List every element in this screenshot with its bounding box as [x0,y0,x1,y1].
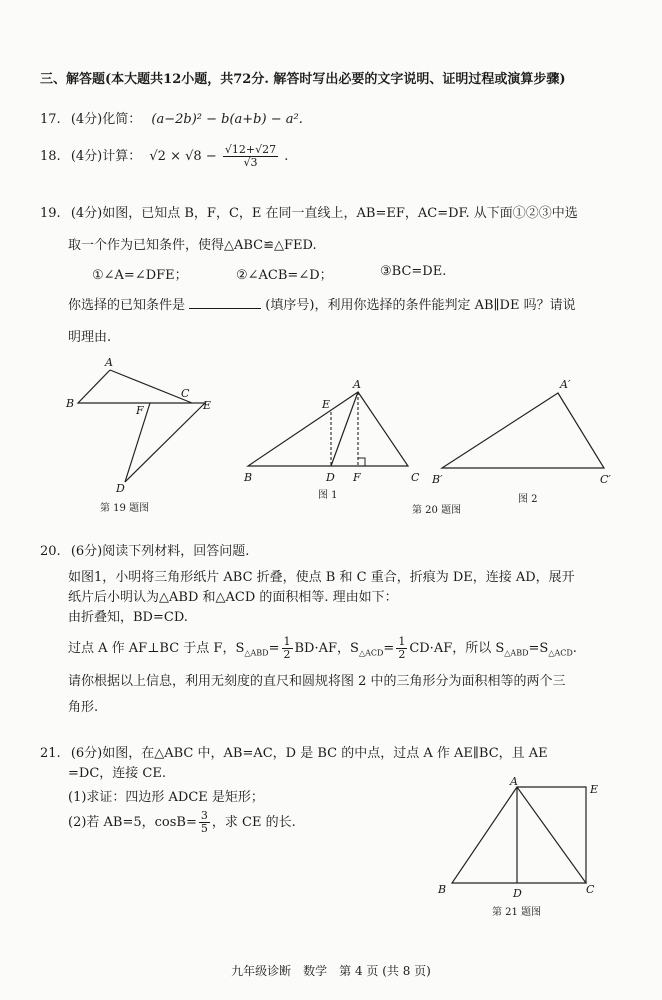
fig19-label-f: F [136,404,144,417]
fig21-caption: 第 21 题图 [492,907,542,918]
q20-p4f: = [383,641,395,656]
q20-half-2-num: 1 [398,635,406,648]
q18-fraction [223,144,278,169]
q21-sub-2 [68,810,296,835]
q19-option-2: ②∠ACB=∠D； [236,268,333,283]
fig20-figure2-caption: 图 2 [518,494,538,505]
q20-para-3: 由折叠知，BD=CD. [68,610,188,625]
fig21-label-d: D [513,887,522,900]
question-19-line1 [40,202,578,221]
fig19-label-b: B [66,397,75,410]
q21-number: 21. [40,746,61,761]
fig20-figure2 [431,378,611,505]
q20-heading: (6分)阅读下列材料，回答问题. [70,544,250,559]
fig20-figure1-caption: 图 1 [318,490,338,501]
fig19-caption: 第 19 题图 [100,503,150,514]
fig21-diagram [420,775,620,925]
q21-sub-2a: (2)若 AB=5，cosB= [68,815,197,830]
fig21-triangle-abc [452,787,586,883]
q18-minus: − [205,149,217,164]
q20-p4b: ABD [250,648,269,658]
q18-term-b: √8 [185,149,202,164]
q20-para-6: 角形. [68,700,99,715]
q19-text-3b: (填序号)，利用你选择的条件能判定 AB∥DE 吗？请说 [265,298,576,313]
q20-p4b-2: ABD [510,648,529,658]
q18-frac-numerator: √12+√27 [224,143,277,156]
q20-half-2-den: 2 [398,648,406,661]
q20-para-2: 纸片后小明认为△ABD 和△ACD 的面积相等. 理由如下： [68,590,398,605]
fig20-label-a-prime: A′ [560,378,571,391]
question-18 [40,144,288,169]
q18-score: (4分)计算： [70,149,142,164]
fig19-diagram [65,356,211,514]
q20-p4g: CD·AF，所以 S [409,641,505,656]
fig20-label-c: C [411,471,420,484]
q19-option-3: ③BC=DE. [380,264,447,279]
q21-sub-2b: ，求 CE 的长. [211,815,296,830]
fig19-label-a: A [105,356,113,369]
q21-sub-1: (1)求证：四边形 ADCE 是矩形； [68,790,264,805]
fig19-label-c: C [181,387,190,400]
fig20-label-b-prime: B′ [432,473,443,486]
question-20-head [40,540,249,559]
q20-para-1: 如图1，小明将三角形纸片 ABC 折叠，使点 B 和 C 重合，折痕为 DE，连接 AD，展开 [68,570,575,585]
q20-half-1-num: 1 [283,635,291,648]
q20-half-2 [396,636,407,661]
fig20-segment-ad [331,392,358,466]
fig21-label-e: E [590,783,599,796]
fig20-figure1 [243,378,420,501]
figures-row [0,350,662,525]
question-17 [40,108,303,127]
q20-p4i: ACD [554,648,573,658]
fig20-label-f: F [353,471,361,484]
q21-cos-fraction [199,810,210,835]
fig19-triangle-abc [78,370,192,403]
q20-p4c: = [268,641,280,656]
q19-text-1: (4分)如图，已知点 B，F，C，E 在同一直线上，AB=EF，AC=DF. 从下面①②③中选 [70,206,578,221]
fig20-label-c-prime: C′ [600,473,611,486]
fig21-label-c: C [586,883,595,896]
fig19-label-e: E [203,399,212,412]
q18-term-a: √2 [149,149,166,164]
fig20-caption: 第 20 题图 [412,505,462,516]
q20-para-5: 请你根据以上信息，利用无刻度的直尺和圆规将图 2 中的三角形分为面积相等的两个三 [68,674,566,689]
q19-option-1: ①∠A=∠DFE； [92,268,188,283]
page-footer: 九年级诊断 数学 第 4 页 (共 8 页) [231,964,431,978]
q21-text-2: =DC，连接 CE. [68,766,166,781]
fig20-label-d: D [326,471,335,484]
fig20-label-a: A [353,378,361,391]
q20-p4a: 过点 A 作 AF⊥BC 于点 F，S [68,641,245,656]
q18-number: 18. [40,149,61,164]
question-21-line1 [40,742,548,761]
q18-times: × [170,149,181,164]
q20-half-1-den: 2 [283,648,291,661]
q21-frac-den: 5 [200,822,208,835]
fig20-right-angle-mark [358,458,365,466]
fig20-label-b: B [244,471,253,484]
fig20-triangle-prime [442,393,604,468]
q21-text-1: (6分)如图，在△ABC 中，AB=AC，D 是 BC 的中点，过点 A 作 AE∥BC，且 AE [70,746,548,761]
q20-number: 20. [40,544,61,559]
q19-text-3a: 你选择的已知条件是 [68,298,186,313]
q20-para-4: 过点 A 作 AF⊥BC 于点 F，$S_{\triangle ABD}=$ $\frac{1}{2}$ BD·AF，$S_{\triangle ACD}=$ $\frac{1}{2}$ CD·AF，所以 $S_{\triangle ABD}=S_{\triangle ACD}$. [68,635,577,661]
q20-p4d: BD·AF，S [294,641,359,656]
q20-p4e: ACD [365,648,384,658]
q19-text-4: 明理由. [68,330,112,345]
fig20-label-e: E [322,398,331,411]
q17-number: 17. [40,112,61,127]
q18-end: . [284,149,289,164]
q19-answer-blank[interactable] [189,296,261,309]
q17-score: (4分)化简： [70,112,142,127]
fig21-label-a: A [510,775,518,788]
q19-text-3 [68,294,576,313]
section-title: 三、解答题(本大题共12小题，共72分. 解答时写出必要的文字说明、证明过程或演算步骤) [40,72,566,87]
q19-number: 19. [40,206,61,221]
fig21-label-b: B [438,883,447,896]
q21-frac-num: 3 [200,809,208,822]
q20-half-1 [282,636,293,661]
q19-text-2: 取一个作为已知条件，使得△ABC≌△FED. [68,238,317,253]
q20-p4h: =S [528,641,549,656]
q18-frac-denominator: √3 [243,156,258,169]
fig19-label-d: D [116,482,125,495]
q17-expression: (a−2b)² − b(a+b) − a². [151,112,303,127]
